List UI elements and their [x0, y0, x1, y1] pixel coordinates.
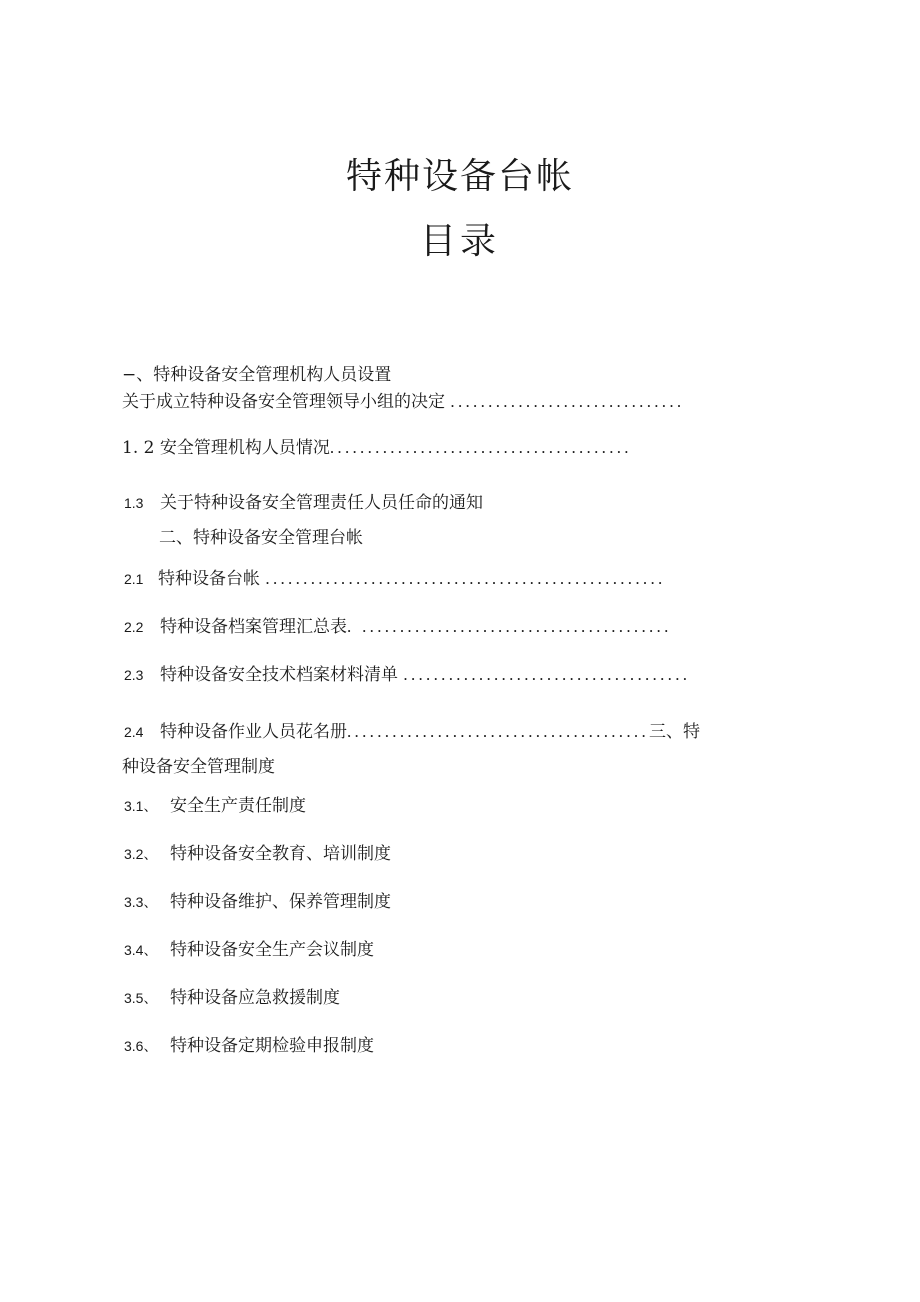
toc-section-2-heading: 二、特种设备安全管理台帐 — [159, 528, 363, 548]
toc-entry-1-1[interactable] — [122, 391, 684, 413]
toc-entry-text: 安全生产责任制度 — [170, 796, 306, 816]
toc-entry-number: 1.3 — [124, 495, 144, 511]
toc-entry-text: 特种设备档案管理汇总表 — [160, 617, 347, 637]
toc-entry-number: 3.4、 — [124, 942, 158, 958]
toc-entry-3-5[interactable] — [124, 987, 340, 1009]
toc-entry-3-1[interactable] — [124, 795, 306, 817]
toc-entry-1-2[interactable] — [122, 437, 632, 459]
toc-entry-text: 特种设备安全教育、培训制度 — [170, 844, 391, 864]
toc-entry-2-2[interactable] — [124, 616, 672, 638]
toc-entry-2-3[interactable] — [124, 664, 690, 686]
toc-entry-text: 关于成立特种设备安全管理领导小组的决定 — [122, 392, 445, 412]
toc-entry-number: 3.5、 — [124, 990, 158, 1006]
toc-entry-3-6[interactable] — [124, 1035, 374, 1057]
toc-entry-text: 1. 2 安全管理机构人员情况 — [122, 438, 330, 458]
document-title: 特种设备台帐 — [345, 156, 574, 197]
toc-entry-number: 2.1 — [124, 571, 144, 587]
toc-entry-3-2[interactable] — [124, 843, 391, 865]
toc-leader-dots: ........................................ — [347, 722, 649, 741]
toc-leader-dots: . ......................................... — [347, 617, 672, 636]
toc-entry-text: 关于特种设备安全管理责任人员任命的通知 — [160, 493, 483, 513]
toc-section-1-heading: −、特种设备安全管理机构人员设置 — [122, 365, 392, 385]
toc-section-3-heading: 种设备安全管理制度 — [122, 757, 275, 777]
toc-entry-text: 特种设备维护、保养管理制度 — [170, 892, 391, 912]
toc-leader-dots: ..................................................... — [265, 569, 666, 588]
toc-entry-1-3[interactable] — [124, 492, 483, 514]
toc-leader-dots: ...................................... — [403, 665, 691, 684]
toc-entry-number: 3.2、 — [124, 846, 158, 862]
toc-entry-text: 特种设备作业人员花名册 — [160, 722, 347, 742]
toc-section-3-heading-start: 三、特 — [649, 722, 700, 742]
toc-entry-number: 2.4 — [124, 724, 144, 740]
toc-leader-dots: ............................... — [450, 392, 685, 411]
toc-entry-text: 特种设备安全技术档案材料清单 — [160, 665, 398, 685]
toc-entry-text: 特种设备定期检验申报制度 — [170, 1036, 374, 1056]
toc-entry-text: 特种设备台帐 — [158, 569, 260, 589]
toc-entry-number: 2.3 — [124, 667, 144, 683]
toc-entry-number: 3.3、 — [124, 894, 158, 910]
toc-entry-3-4[interactable] — [124, 939, 374, 961]
toc-entry-number: 3.6、 — [124, 1038, 158, 1054]
toc-entry-2-4[interactable] — [124, 721, 700, 743]
toc-entry-3-3[interactable] — [124, 891, 391, 913]
toc-entry-text: 特种设备安全生产会议制度 — [170, 940, 374, 960]
toc-leader-dots: ........................................ — [329, 438, 632, 457]
toc-entry-number: 3.1、 — [124, 798, 158, 814]
toc-heading: 目录 — [419, 221, 500, 262]
toc-entry-2-1[interactable] — [124, 568, 666, 590]
toc-entry-text: 特种设备应急救援制度 — [170, 988, 340, 1008]
toc-entry-number: 2.2 — [124, 619, 144, 635]
